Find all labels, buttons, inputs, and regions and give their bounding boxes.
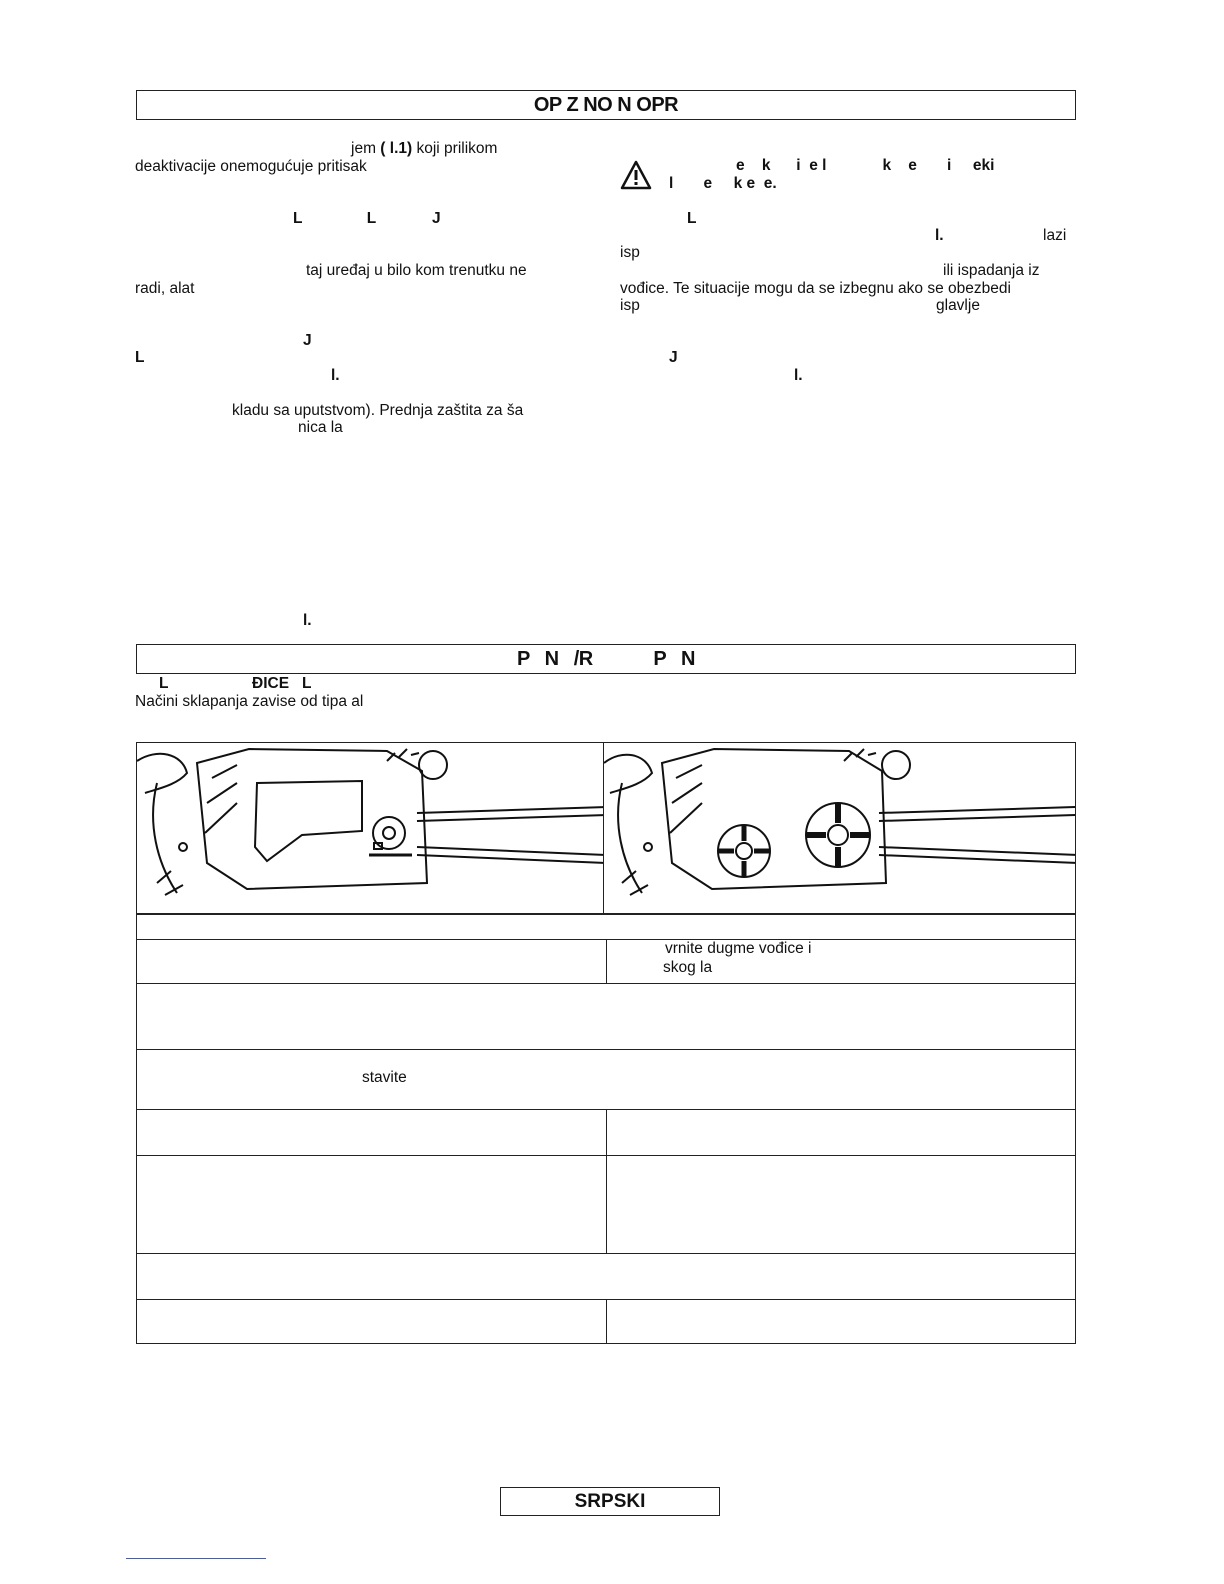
assembly-steps-table — [136, 914, 1076, 1344]
right-r2: isp — [620, 244, 640, 261]
language-label: SRPSKI — [574, 1491, 646, 1512]
right-heading-1: L — [687, 210, 697, 227]
table-col-divider — [606, 1299, 607, 1343]
right-r1-b: lazi — [1043, 227, 1067, 244]
footnote-separator — [126, 1558, 266, 1559]
section-header-1-text: OP Z NO N OPR — [533, 94, 679, 116]
left-heading-2a: J — [303, 332, 312, 349]
table-row-divider — [137, 1253, 1075, 1254]
table-col-divider — [606, 939, 607, 983]
table-col-divider — [606, 1109, 607, 1253]
language-footer — [500, 1487, 720, 1516]
right-r1-a: l. — [935, 227, 944, 244]
left-p3-line1: kladu sa uputstvom). Prednja zaštita za ša — [232, 402, 524, 419]
right-r4: vođice. Te situacije mogu da se izbegnu ako se obezbedi — [620, 280, 1011, 297]
warning-line1: e k i e l k e i eki — [736, 157, 995, 174]
left-p1-b: ( l.1) — [380, 140, 413, 157]
right-r5-a: isp — [620, 297, 640, 314]
left-heading-1: L L J — [293, 210, 441, 227]
warning-triangle-icon — [620, 160, 652, 190]
left-p3-line2: nica la — [298, 419, 343, 436]
left-p1-c: koji prilikom — [416, 140, 498, 157]
section-header-2 — [136, 644, 1076, 674]
right-r5-b: glavlje — [936, 297, 980, 314]
table-row-divider — [137, 1049, 1075, 1050]
section-header-2-text: P N /R P N — [516, 648, 696, 670]
table-row2-right-line1: vrnite dugme vođice i — [665, 940, 812, 957]
left-p2-line1: taj uređaj u bilo kom trenutku ne — [306, 262, 527, 279]
left-heading-2c: l. — [331, 367, 340, 384]
table-row-divider — [137, 983, 1075, 984]
section-header-1 — [136, 90, 1076, 120]
right-heading-2a: J — [669, 349, 678, 366]
chainsaw-knob-cover-illustration — [136, 742, 604, 914]
section2-sub-b: ĐICE L — [252, 675, 312, 692]
left-p1-line2: deaktivacije onemogućuje pritisak — [135, 158, 367, 175]
left-p1-line1 — [351, 140, 497, 158]
left-p1-a: jem — [351, 140, 376, 157]
right-r3: ili ispadanja iz — [943, 262, 1040, 279]
section2-sub-a: L — [159, 675, 169, 692]
left-heading-2b: L — [135, 349, 145, 366]
section2-intro: Načini sklapanja zavise od tipa al — [135, 693, 364, 710]
warning-line2: l e k e e. — [669, 175, 777, 192]
left-p4: l. — [303, 612, 312, 629]
left-p2-line2: radi, alat — [135, 280, 195, 297]
chainsaw-dial-cover-illustration — [603, 742, 1076, 914]
table-row2-right-line2: skog la — [663, 959, 713, 976]
table-row4-text: stavite — [362, 1069, 407, 1086]
right-heading-2b: l. — [794, 367, 803, 384]
